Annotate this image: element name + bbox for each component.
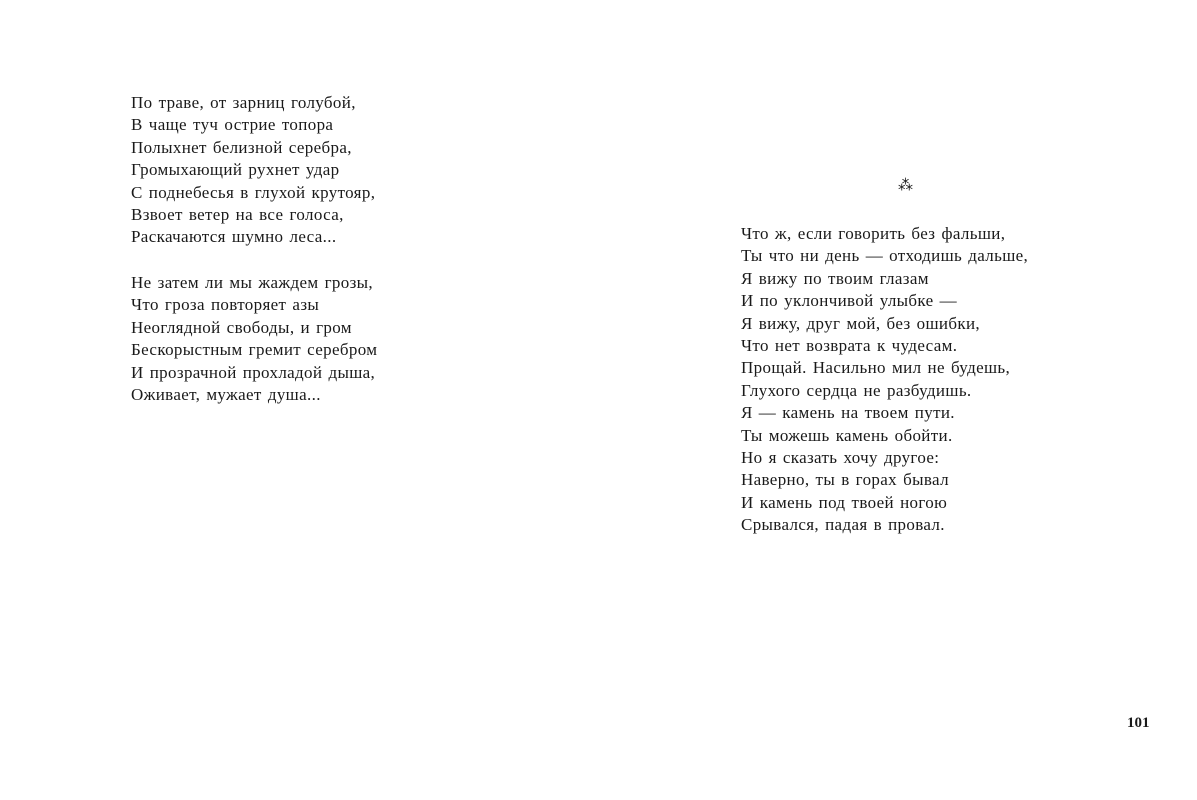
poem-stanza — [741, 223, 1028, 537]
poem-line: И камень под твоей ногою — [741, 492, 948, 512]
poem-stanza — [131, 272, 377, 406]
poem-line: Прощай. Насильно мил не будешь, — [741, 358, 1011, 378]
poem-line: Я вижу, друг мой, без ошибки, — [741, 313, 980, 333]
poem-line: И по уклончивой улыбке — — [741, 291, 957, 311]
poem-line: Раскачаются шумно леса... — [131, 227, 337, 247]
poem-line: Бескорыстным гремит серебром — [131, 340, 378, 360]
poem-line: Неоглядной свободы, и гром — [131, 317, 352, 337]
asterism-divider: ⁂ — [898, 176, 914, 194]
left-page — [0, 0, 598, 800]
poem-line: Что ж, если говорить без фальши, — [741, 224, 1006, 243]
poem-line: Оживает, мужает душа... — [131, 385, 321, 405]
poem-line: Взвоет ветер на все голоса, — [131, 205, 344, 225]
right-page — [598, 0, 1197, 800]
poem-line: Но я сказать хочу другое: — [741, 448, 940, 468]
poem-line: Что гроза повторяет азы — [131, 295, 320, 315]
poem-line: Срывался, падая в провал. — [741, 515, 945, 535]
poem-line: Ты что ни день — отходишь дальше, — [741, 246, 1029, 266]
poem-line: Полыхнет белизной серебра, — [131, 137, 352, 157]
poem-line: И прозрачной прохладой дыша, — [131, 362, 376, 382]
poem-line: В чаще туч острие топора — [131, 115, 334, 135]
poem-line: Не затем ли мы жаждем грозы, — [131, 273, 374, 292]
poem-line: Я — камень на твоем пути. — [741, 403, 955, 423]
poem-line: Глухого сердца не разбудишь. — [741, 380, 972, 400]
poem-line: По траве, от зарниц голубой, — [131, 93, 356, 112]
poem-line: Громыхающий рухнет удар — [131, 160, 340, 180]
poem-line: Я вижу по твоим глазам — [741, 268, 929, 288]
poem-line: С поднебесья в глухой крутояр, — [131, 182, 376, 202]
poem-line: Что нет возврата к чудесам. — [741, 336, 958, 356]
poem-line: Наверно, ты в горах бывал — [741, 470, 949, 490]
poem-line: Ты можешь камень обойти. — [741, 425, 953, 445]
page-number: 101 — [1127, 715, 1150, 731]
poem-stanza — [131, 92, 375, 249]
